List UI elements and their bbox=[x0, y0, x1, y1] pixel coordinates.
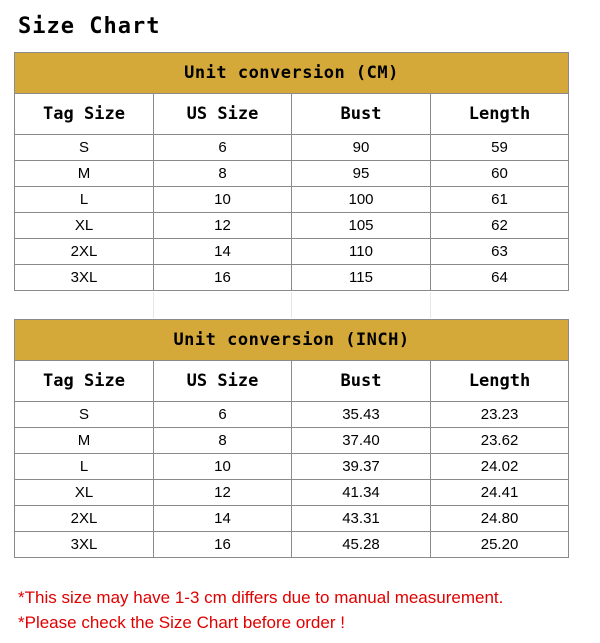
column-header-row bbox=[15, 361, 569, 402]
cell-tag-size: S bbox=[15, 402, 154, 428]
table-row bbox=[15, 239, 569, 265]
cell-bust: 95 bbox=[292, 161, 431, 187]
cell-bust: 39.37 bbox=[292, 454, 431, 480]
column-header-length: Length bbox=[431, 361, 569, 402]
cell-length: 60 bbox=[431, 161, 569, 187]
page-title: Size Chart bbox=[18, 14, 161, 39]
table-row bbox=[15, 506, 569, 532]
cell-length: 24.41 bbox=[431, 480, 569, 506]
column-header-bust: Bust bbox=[292, 361, 431, 402]
column-header-tag-size: Tag Size bbox=[15, 361, 154, 402]
cell-tag-size: 2XL bbox=[15, 239, 154, 265]
cell-us-size: 10 bbox=[154, 187, 292, 213]
cell-tag-size: M bbox=[15, 161, 154, 187]
cell-us-size: 6 bbox=[154, 135, 292, 161]
cell-length: 61 bbox=[431, 187, 569, 213]
cell-tag-size: XL bbox=[15, 480, 154, 506]
cell-length: 23.62 bbox=[431, 428, 569, 454]
cell-us-size: 16 bbox=[154, 265, 292, 291]
cell-tag-size: 3XL bbox=[15, 532, 154, 558]
cell-us-size: 8 bbox=[154, 428, 292, 454]
cell-tag-size: XL bbox=[15, 213, 154, 239]
table-spacer bbox=[14, 292, 568, 318]
cell-tag-size: S bbox=[15, 135, 154, 161]
cell-bust: 43.31 bbox=[292, 506, 431, 532]
cell-us-size: 6 bbox=[154, 402, 292, 428]
table-row bbox=[15, 213, 569, 239]
cell-us-size: 8 bbox=[154, 161, 292, 187]
table-row bbox=[15, 161, 569, 187]
table-row bbox=[15, 428, 569, 454]
cell-length: 24.80 bbox=[431, 506, 569, 532]
cell-bust: 90 bbox=[292, 135, 431, 161]
cell-tag-size: 2XL bbox=[15, 506, 154, 532]
column-header-tag-size: Tag Size bbox=[15, 94, 154, 135]
cell-tag-size: 3XL bbox=[15, 265, 154, 291]
cell-length: 23.23 bbox=[431, 402, 569, 428]
cell-length: 63 bbox=[431, 239, 569, 265]
table-row bbox=[15, 265, 569, 291]
cell-us-size: 12 bbox=[154, 213, 292, 239]
check-size-note: *Please check the Size Chart before order ! bbox=[18, 613, 345, 632]
size-table-inch bbox=[14, 319, 569, 558]
cell-length: 59 bbox=[431, 135, 569, 161]
column-header-us-size: US Size bbox=[154, 94, 292, 135]
measurement-note: *This size may have 1-3 cm differs due to manual measurement. bbox=[18, 588, 504, 607]
cell-bust: 105 bbox=[292, 213, 431, 239]
cell-bust: 41.34 bbox=[292, 480, 431, 506]
table-row bbox=[15, 454, 569, 480]
column-header-row bbox=[15, 94, 569, 135]
cell-length: 24.02 bbox=[431, 454, 569, 480]
cell-tag-size: M bbox=[15, 428, 154, 454]
column-header-bust: Bust bbox=[292, 94, 431, 135]
size-table-cm bbox=[14, 52, 569, 291]
unit-header-inch: Unit conversion (INCH) bbox=[15, 320, 569, 361]
unit-header-cm: Unit conversion (CM) bbox=[15, 53, 569, 94]
cell-bust: 115 bbox=[292, 265, 431, 291]
cell-bust: 110 bbox=[292, 239, 431, 265]
cell-us-size: 10 bbox=[154, 454, 292, 480]
table-row bbox=[15, 402, 569, 428]
cell-bust: 35.43 bbox=[292, 402, 431, 428]
cell-us-size: 14 bbox=[154, 239, 292, 265]
column-header-us-size: US Size bbox=[154, 361, 292, 402]
table-row bbox=[15, 480, 569, 506]
cell-tag-size: L bbox=[15, 187, 154, 213]
cell-bust: 37.40 bbox=[292, 428, 431, 454]
cell-us-size: 14 bbox=[154, 506, 292, 532]
cell-bust: 45.28 bbox=[292, 532, 431, 558]
cell-tag-size: L bbox=[15, 454, 154, 480]
cell-length: 62 bbox=[431, 213, 569, 239]
column-header-length: Length bbox=[431, 94, 569, 135]
table-row bbox=[15, 187, 569, 213]
cell-us-size: 12 bbox=[154, 480, 292, 506]
cell-bust: 100 bbox=[292, 187, 431, 213]
table-row bbox=[15, 135, 569, 161]
cell-length: 64 bbox=[431, 265, 569, 291]
cell-length: 25.20 bbox=[431, 532, 569, 558]
cell-us-size: 16 bbox=[154, 532, 292, 558]
table-row bbox=[15, 532, 569, 558]
